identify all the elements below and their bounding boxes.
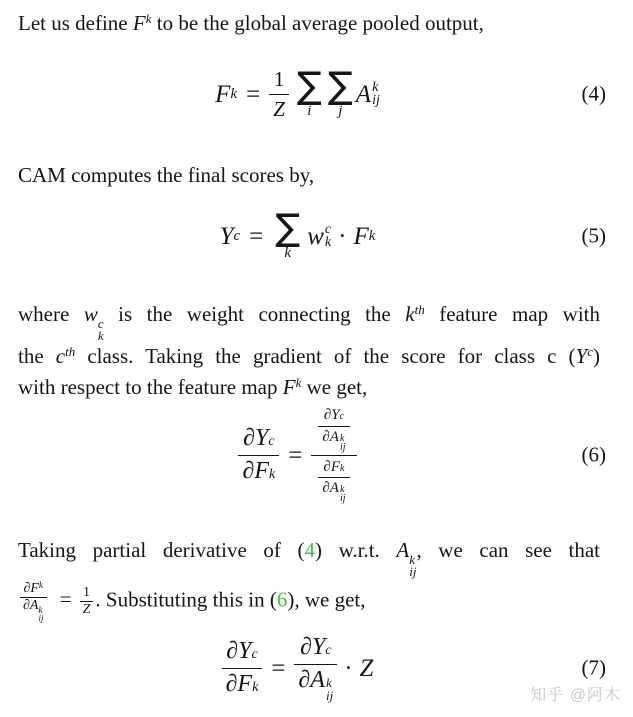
- equals-sign: =: [288, 441, 303, 469]
- fraction-numerator: 1: [82, 584, 90, 600]
- math-Y: Y: [255, 424, 269, 451]
- text-run: where: [18, 302, 84, 326]
- equation-5: Y c = ∑ k w c k · F k (5): [219, 206, 606, 261]
- math-sub: ij: [38, 613, 44, 624]
- text-run: with respect to the feature map: [18, 375, 283, 399]
- math-supsub-stack: [38, 606, 43, 622]
- text-run: Taking partial derivative of (: [18, 538, 305, 562]
- math-sup: k: [372, 80, 379, 95]
- partial-symbol: ∂: [23, 581, 31, 596]
- partial-symbol: ∂: [322, 428, 330, 445]
- equals-sign: =: [249, 222, 264, 250]
- text-run: . Substituting this in (: [95, 587, 277, 612]
- equation-number: (5): [581, 223, 606, 248]
- text-line: [18, 299, 600, 341]
- nested-fraction: [311, 407, 356, 503]
- math-sup: c: [97, 316, 104, 331]
- partial-symbol: ∂: [300, 634, 312, 661]
- math-c: c: [55, 344, 66, 368]
- text-run: , we can see that: [416, 538, 601, 562]
- equals-sign: =: [271, 654, 286, 682]
- text-line: [18, 535, 600, 577]
- math-supsub-stack: [372, 81, 380, 107]
- multiplication-dot: ·: [338, 222, 347, 250]
- inline-fraction-1-over-Z: [80, 585, 94, 618]
- math-supsub-stack: [326, 676, 333, 702]
- equation-4: F k = $\frac{1}{Z}$ ∑ i ∑ j A k ij (4): [215, 64, 606, 121]
- equation-6: [0, 404, 633, 506]
- math-sup: k: [38, 605, 43, 616]
- equation-number: (7): [581, 655, 606, 680]
- math-sup: th: [65, 344, 76, 359]
- text-run: Let us define: [18, 11, 133, 35]
- partial-symbol: ∂: [323, 407, 332, 423]
- summation-limit: k: [284, 245, 292, 261]
- fraction-numerator: ∂ Y c: [323, 407, 345, 423]
- fraction-numerator: ∂ F k: [323, 458, 345, 475]
- fraction-denominator: ∂ F k: [238, 455, 279, 486]
- text-run: ) w.r.t.: [314, 538, 397, 562]
- math-supsub-stack: [325, 223, 331, 249]
- partial-symbol: ∂: [23, 598, 30, 614]
- math-A: A: [329, 480, 339, 496]
- partial-symbol: ∂: [298, 666, 311, 693]
- summation-over-k: [275, 206, 301, 261]
- math-sup: k: [339, 484, 345, 495]
- math-F: F: [30, 581, 39, 596]
- fraction-denominator: ∂ F k: [222, 668, 263, 699]
- fraction-denominator: [318, 477, 349, 503]
- math-A: A: [310, 666, 325, 693]
- fraction-dYc-dFk: [238, 425, 279, 485]
- math-Y: Y: [575, 344, 588, 368]
- equation-number: (4): [581, 81, 606, 106]
- fraction-numerator: 1: [273, 67, 285, 92]
- math-A: A: [396, 538, 410, 562]
- math-Y: Y: [219, 222, 234, 250]
- text-run: the: [18, 344, 56, 368]
- math-F: F: [215, 80, 231, 108]
- math-A: A: [329, 428, 339, 445]
- equation-number: (6): [581, 442, 606, 467]
- fraction-denominator: Z: [80, 601, 94, 618]
- math-k: k: [405, 302, 415, 326]
- watermark-zhihu: 知乎 @阿木: [530, 687, 621, 704]
- text-run: ), we get,: [287, 587, 366, 612]
- summation-limit: i: [307, 103, 312, 119]
- math-F: F: [254, 457, 270, 484]
- math-sup: k: [409, 552, 415, 567]
- partial-symbol: ∂: [225, 670, 238, 697]
- math-Z: Z: [359, 654, 374, 682]
- equals-sign: =: [59, 587, 72, 612]
- paragraph-3: [18, 299, 600, 403]
- math-sub: k: [324, 235, 332, 250]
- math-sub: ij: [409, 564, 417, 579]
- math-F: F: [132, 11, 146, 35]
- fraction-denominator: [20, 597, 47, 622]
- text-line: [18, 372, 600, 403]
- text-run: ): [593, 344, 601, 368]
- math-sub: ij: [325, 687, 334, 703]
- math-sup: th: [414, 302, 425, 317]
- math-sub: ij: [339, 493, 346, 504]
- fraction-denominator: Z: [269, 94, 289, 121]
- summation-symbol: ∑: [275, 206, 301, 249]
- summation-symbol: ∑: [296, 64, 322, 107]
- summation-symbol: ∑: [327, 64, 353, 107]
- fraction-numerator: ∂ Y c: [300, 634, 332, 661]
- math-Y: Y: [311, 634, 326, 661]
- math-w: w: [83, 302, 98, 326]
- text-line: [18, 581, 600, 622]
- text-run: CAM computes the final scores by,: [18, 163, 315, 187]
- math-sup: k: [145, 11, 152, 26]
- partial-symbol: ∂: [243, 424, 255, 451]
- fraction-dYc-dFk: [222, 638, 263, 698]
- partial-symbol: ∂: [226, 637, 239, 664]
- math-sup: c: [587, 344, 594, 359]
- math-F: F: [330, 458, 340, 475]
- text-run: to be the global average pooled output,: [151, 11, 484, 35]
- multiplication-dot: ·: [344, 654, 353, 682]
- text-run: feature map with: [424, 302, 600, 326]
- math-Y: Y: [238, 637, 252, 664]
- text-line: [18, 160, 600, 191]
- fraction-dYc-dAkij: [294, 634, 337, 702]
- math-F: F: [237, 670, 253, 697]
- math-supsub-stack: [340, 434, 346, 452]
- text-line: [18, 8, 600, 39]
- eq-ref-link-4[interactable]: 4: [304, 538, 315, 562]
- partial-symbol: ∂: [322, 480, 330, 496]
- math-sup: c: [324, 222, 332, 237]
- math-A: A: [355, 80, 372, 108]
- math-A: A: [29, 598, 39, 614]
- text-line: [18, 341, 600, 372]
- summation-over-j: [327, 64, 353, 119]
- fraction-numerator: [311, 407, 356, 455]
- paragraph-1: [18, 8, 600, 39]
- math-sub: k: [97, 328, 104, 343]
- fraction-denominator: [294, 664, 337, 702]
- partial-symbol: ∂: [242, 457, 255, 484]
- fraction-1-over-Z: [269, 67, 289, 120]
- fraction-numerator: ∂ Y c: [226, 637, 258, 664]
- math-F: F: [282, 375, 296, 399]
- paragraph-4: [18, 535, 600, 622]
- text-run: we get,: [301, 375, 368, 399]
- math-sup: k: [295, 375, 302, 390]
- math-w: w: [307, 222, 324, 250]
- math-sup: k: [325, 674, 332, 690]
- math-F: F: [353, 222, 369, 250]
- math-supsub-stack: [340, 485, 346, 503]
- inline-fraction-dFk-dAkij: [20, 581, 47, 622]
- fraction-numerator: ∂ Y c: [243, 424, 275, 451]
- math-sup: k: [38, 580, 43, 590]
- fraction-numerator: [21, 581, 46, 597]
- math-sup: k: [339, 432, 345, 444]
- summation-over-i: [296, 64, 322, 119]
- fraction-denominator: [318, 426, 349, 452]
- equals-sign: =: [246, 80, 261, 108]
- text-run: class. Taking the gradient of the score for class c (: [75, 344, 576, 368]
- partial-symbol: ∂: [323, 458, 331, 475]
- fraction-dYc-dAkij: [318, 407, 349, 452]
- fraction-dFk-dAkij: [318, 459, 349, 504]
- eq-ref-link-6[interactable]: 6: [276, 587, 288, 612]
- summation-limit: j: [338, 103, 343, 119]
- math-sub: ij: [372, 93, 380, 108]
- fraction-denominator: [311, 455, 356, 504]
- paragraph-2: [18, 160, 600, 191]
- text-run: is the weight connecting the: [103, 302, 406, 326]
- math-Y: Y: [331, 407, 340, 423]
- math-sub: ij: [339, 441, 346, 453]
